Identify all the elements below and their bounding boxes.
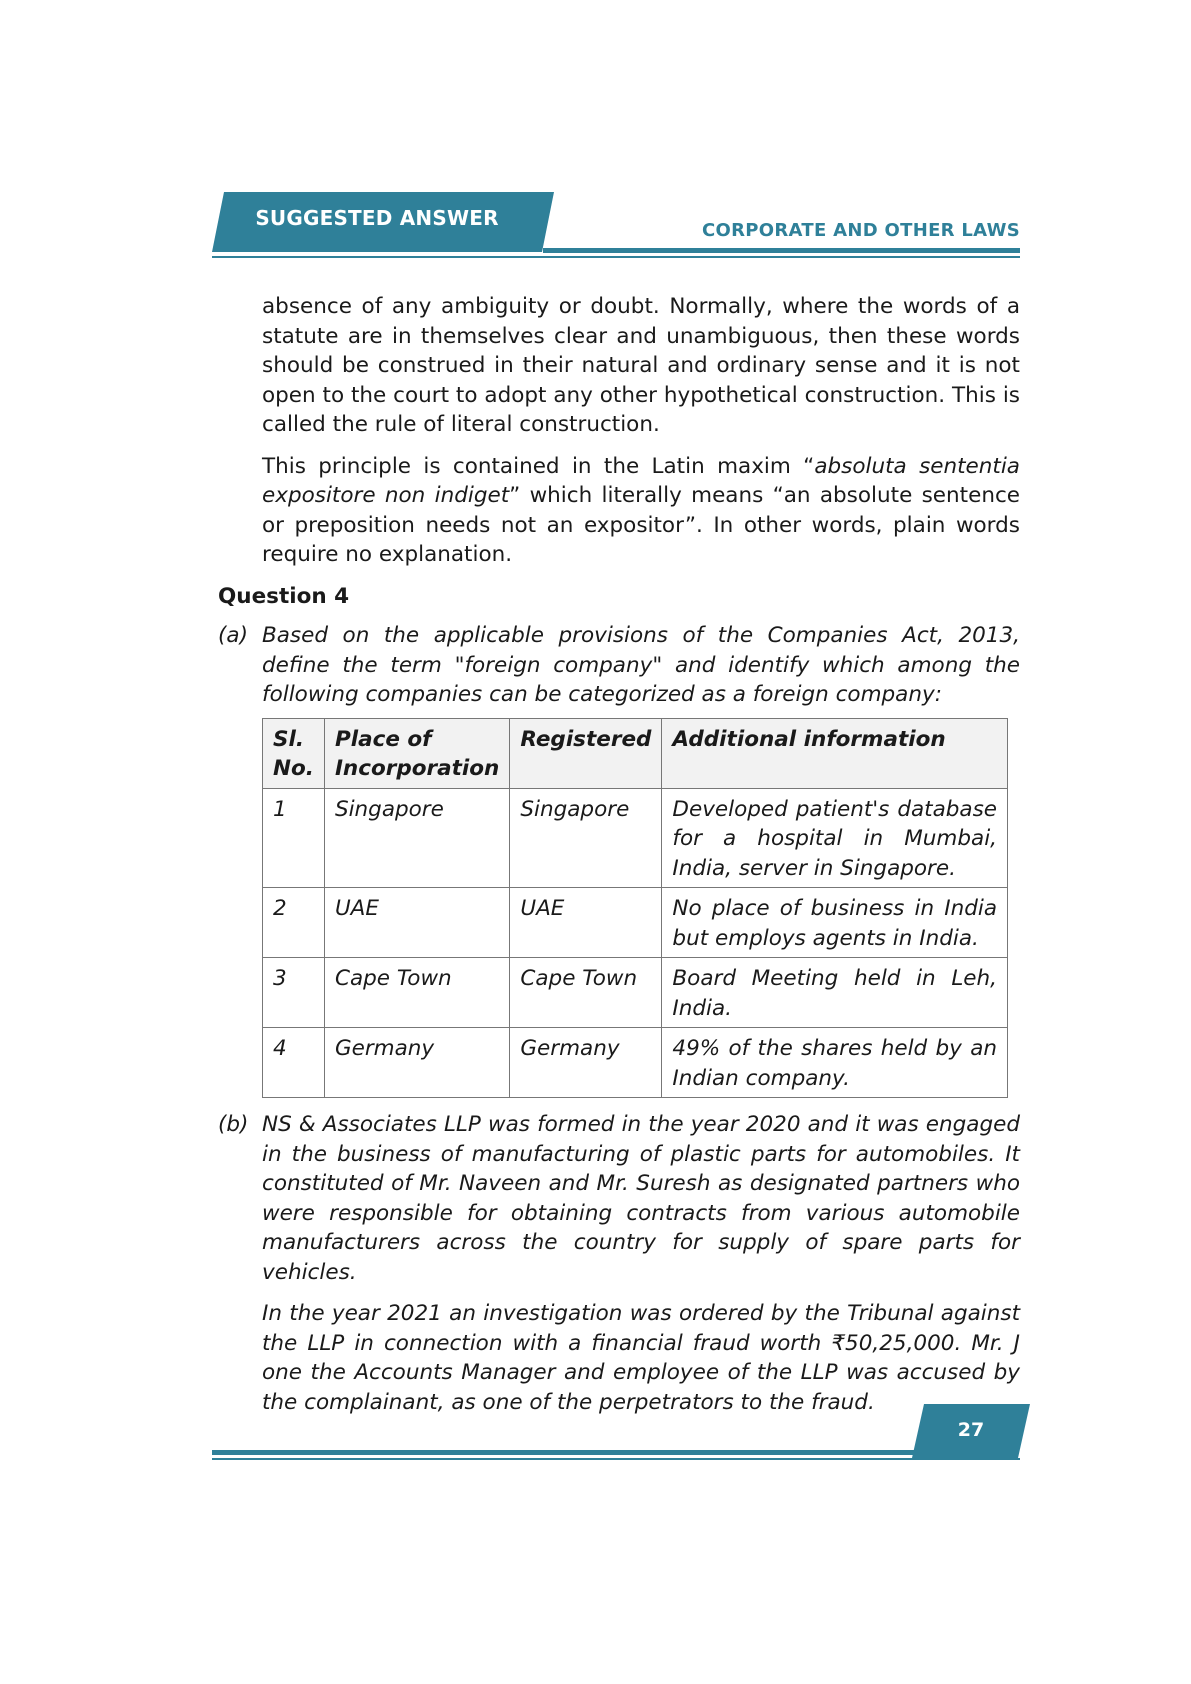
page-number: 27 (957, 1419, 985, 1441)
intro-paragraph-2 (262, 452, 1020, 570)
header-rule (543, 248, 1020, 253)
table-cell: 3 (263, 958, 325, 1028)
part-b-text-continued: In the year 2021 an investigation was ordered by the Tribunal against the LLP in connection with a financial fraud worth ₹50,25,000. Mr. J one the Accounts Manager and employee of the LLP was accused by the complainant, as one of the perpetrators to the fraud. (262, 1301, 1020, 1415)
footer-rule (212, 1450, 920, 1455)
column-header-place: Place of Incorporation (324, 718, 509, 788)
column-header-sl-no: Sl. No. (263, 718, 325, 788)
table-row (263, 1028, 1008, 1098)
table-cell: UAE (324, 888, 509, 958)
table-cell: Germany (324, 1028, 509, 1098)
question-part-b (218, 1110, 1020, 1287)
table-header-row (263, 718, 1008, 788)
table-cell: Developed patient's database for a hospital in Mumbai, India, server in Singapore. (662, 788, 1008, 888)
table-cell: UAE (510, 888, 662, 958)
latin-maxim: absoluta sententia expositore non indiget (262, 453, 1020, 508)
part-b-label: (b) (218, 1112, 249, 1137)
question-heading: Question 4 (218, 583, 350, 609)
column-header-info: Additional information (662, 718, 1008, 788)
header-title: CORPORATE AND OTHER LAWS (702, 220, 1020, 241)
table-cell: No place of business in India but employs agents in India. (662, 888, 1008, 958)
table-cell: Board Meeting held in Leh, India. (662, 958, 1008, 1028)
table-row (263, 888, 1008, 958)
page-content (218, 292, 1020, 1417)
table-cell: Cape Town (510, 958, 662, 1028)
intro-paragraph-2-end: ” which literally means “an absolute sentence or preposition needs not an expositor”. In other words, plain words require no explanation. (262, 483, 1020, 567)
intro-paragraph-2-start: This principle is contained in the Latin maxim “ (262, 453, 815, 479)
table-cell: Germany (510, 1028, 662, 1098)
header-tab-label: SUGGESTED ANSWER (255, 206, 499, 230)
header-rule-thin (212, 256, 1020, 258)
table-cell: 49% of the shares held by an Indian company. (662, 1028, 1008, 1098)
intro-paragraph-1: absence of any ambiguity or doubt. Normally, where the words of a statute are in themselves clear and unambiguous, then these words should be construed in their natural and ordinary sense and it is not open to the court to adopt any other hypothetical construction. This is called the rule of literal construction. (262, 294, 1020, 437)
table-cell: 1 (263, 788, 325, 888)
footer-rule-thin (212, 1458, 1020, 1460)
part-a-label: (a) (218, 623, 248, 648)
table-cell: 2 (263, 888, 325, 958)
table-cell: 4 (263, 1028, 325, 1098)
part-a-text: Based on the applicable provisions of the Companies Act, 2013, define the term "foreign company" and identify which among the following companies can be categorized as a foreign company: (262, 623, 1020, 707)
part-b-text: NS & Associates LLP was formed in the year 2020 and it was engaged in the business of manufacturing of plastic parts for automobiles. It constituted of Mr. Naveen and Mr. Suresh as designated partners who were responsible for obtaining contracts from various automobile manufacturers across the country for supply of spare parts for vehicles. (262, 1112, 1020, 1285)
table-cell: Singapore (324, 788, 509, 888)
question-part-a (218, 621, 1020, 710)
table-cell: Cape Town (324, 958, 509, 1028)
table-row (263, 958, 1008, 1028)
column-header-registered: Registered (510, 718, 662, 788)
table-cell: Singapore (510, 788, 662, 888)
foreign-company-table (262, 718, 1008, 1099)
table-row (263, 788, 1008, 888)
